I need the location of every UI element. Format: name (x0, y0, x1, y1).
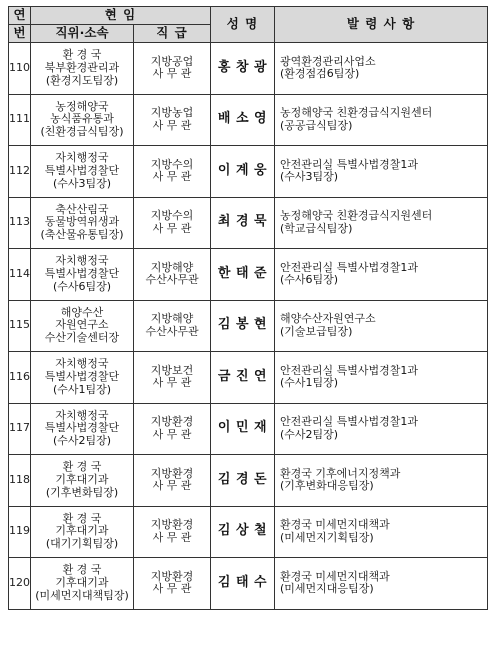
grade-line: 사 무 관 (152, 376, 192, 390)
unit-line: 자치행정국 (55, 254, 109, 268)
person-name: 김 봉 현 (211, 300, 275, 352)
personnel-table (8, 6, 488, 610)
current-unit (31, 352, 134, 404)
current-grade (134, 403, 211, 455)
unit-line: 자원연구소 (55, 318, 109, 332)
order-line: (수사6팀장) (280, 273, 339, 287)
appointment-order (275, 94, 488, 146)
order-line: (수사1팀장) (280, 376, 339, 390)
unit-line: 환 경 국 (62, 511, 102, 525)
person-name: 김 태 수 (211, 558, 275, 610)
current-unit (31, 197, 134, 249)
unit-line: 자치행정국 (55, 357, 109, 371)
unit-line: 기후대기과 (55, 575, 109, 589)
appointment-order (275, 352, 488, 404)
grade-line: 사 무 관 (152, 170, 192, 184)
row-number: 117 (9, 403, 31, 455)
table-row (9, 352, 488, 404)
order-line: 환경국 미세먼지대책과 (280, 569, 390, 583)
current-grade (134, 249, 211, 301)
grade-line: 지방수의 (150, 157, 194, 171)
grade-line: 수산사무관 (145, 273, 199, 287)
person-name: 이 민 재 (211, 403, 275, 455)
appointment-order (275, 558, 488, 610)
appointment-order (275, 146, 488, 198)
table-row (9, 455, 488, 507)
grade-line: 지방해양 (150, 260, 194, 274)
appointment-order (275, 300, 488, 352)
current-grade (134, 352, 211, 404)
order-line: (학교급식팀장) (280, 221, 353, 235)
current-unit (31, 249, 134, 301)
appointment-order (275, 197, 488, 249)
unit-line: 환 경 국 (62, 563, 102, 577)
grade-line: 지방수의 (150, 209, 194, 223)
table-row (9, 197, 488, 249)
order-line: (수사3팀장) (280, 170, 339, 184)
current-unit (31, 43, 134, 95)
col-header-unit: 직위·소속 (31, 25, 134, 43)
unit-line: (축산물유통팀장) (40, 228, 124, 242)
grade-line: 사 무 관 (152, 221, 192, 235)
row-number: 111 (9, 94, 31, 146)
grade-line: 지방환경 (150, 466, 194, 480)
unit-line: 해양수산 (60, 305, 104, 319)
col-header-current: 현 임 (31, 7, 211, 25)
col-header-grade: 직 급 (134, 25, 211, 43)
person-name: 홍 창 광 (211, 43, 275, 95)
unit-line: (수사1팀장) (52, 382, 112, 396)
col-header-no-2: 번 (9, 25, 31, 43)
table-row (9, 94, 488, 146)
unit-line: 환 경 국 (62, 460, 102, 474)
order-line: (공공급식팀장) (280, 118, 353, 132)
unit-line: 특별사법경찰단 (44, 369, 120, 383)
order-line: 해양수산자원연구소 (280, 312, 376, 326)
current-grade (134, 94, 211, 146)
grade-line: 사 무 관 (152, 118, 192, 132)
current-unit (31, 455, 134, 507)
unit-line: 자치행정국 (55, 408, 109, 422)
current-unit (31, 146, 134, 198)
order-line: 안전관리실 특별사법경찰1과 (280, 157, 419, 171)
table-row (9, 146, 488, 198)
row-number: 113 (9, 197, 31, 249)
person-name: 김 상 철 (211, 506, 275, 558)
current-unit (31, 506, 134, 558)
table-row (9, 43, 488, 95)
row-number: 112 (9, 146, 31, 198)
person-name: 이 계 웅 (211, 146, 275, 198)
grade-line: 지방농업 (150, 106, 194, 120)
current-unit (31, 558, 134, 610)
row-number: 119 (9, 506, 31, 558)
col-header-no: 연 (9, 7, 31, 25)
unit-line: (미세먼지대책팀장) (35, 588, 129, 602)
table-row (9, 300, 488, 352)
unit-line: 북부환경관리과 (44, 60, 120, 74)
unit-line: (기후변화팀장) (45, 485, 119, 499)
table-row (9, 403, 488, 455)
row-number: 116 (9, 352, 31, 404)
unit-line: 동물방역위생과 (44, 215, 120, 229)
unit-line: 특별사법경찰단 (44, 266, 120, 280)
current-grade (134, 43, 211, 95)
order-line: (미세먼지대응팀장) (280, 582, 374, 596)
order-line: 농정해양국 친환경급식지원센터 (280, 106, 433, 120)
grade-line: 수산사무관 (145, 324, 199, 338)
appointment-order (275, 43, 488, 95)
table-row (9, 558, 488, 610)
grade-line: 사 무 관 (152, 479, 192, 493)
person-name: 김 경 돈 (211, 455, 275, 507)
order-line: (기술보급팀장) (280, 324, 353, 338)
order-line: 광역환경관리사업소 (280, 54, 376, 68)
grade-line: 지방환경 (150, 569, 194, 583)
appointment-order (275, 249, 488, 301)
order-line: 농정해양국 친환경급식지원센터 (280, 209, 433, 223)
appointment-order (275, 455, 488, 507)
current-grade (134, 197, 211, 249)
unit-line: (수사3팀장) (52, 176, 112, 190)
row-number: 120 (9, 558, 31, 610)
grade-line: 사 무 관 (152, 67, 192, 81)
order-line: (미세먼지기획팀장) (280, 530, 374, 544)
current-unit (31, 94, 134, 146)
table-body (9, 43, 488, 610)
current-grade (134, 558, 211, 610)
person-name: 한 태 준 (211, 249, 275, 301)
col-header-order: 발 령 사 항 (275, 7, 488, 43)
unit-line: 기후대기과 (55, 472, 109, 486)
current-grade (134, 455, 211, 507)
current-unit (31, 300, 134, 352)
unit-line: 축산산림국 (55, 202, 109, 216)
person-name: 최 경 묵 (211, 197, 275, 249)
order-line: 안전관리실 특별사법경찰1과 (280, 415, 419, 429)
grade-line: 지방공업 (150, 54, 194, 68)
unit-line: 수산기술센터장 (44, 331, 120, 345)
unit-line: (대기기획팀장) (45, 537, 119, 551)
current-grade (134, 506, 211, 558)
person-name: 배 소 영 (211, 94, 275, 146)
current-grade (134, 146, 211, 198)
order-line: 안전관리실 특별사법경찰1과 (280, 363, 419, 377)
unit-line: (환경지도팀장) (45, 73, 119, 87)
grade-line: 지방환경 (150, 415, 194, 429)
appointment-order (275, 506, 488, 558)
row-number: 118 (9, 455, 31, 507)
grade-line: 사 무 관 (152, 530, 192, 544)
order-line: 안전관리실 특별사법경찰1과 (280, 260, 419, 274)
grade-line: 지방해양 (150, 312, 194, 326)
table-row (9, 249, 488, 301)
unit-line: 농식품유통과 (50, 112, 114, 126)
current-unit (31, 403, 134, 455)
row-number: 115 (9, 300, 31, 352)
unit-line: 농정해양국 (55, 99, 109, 113)
person-name: 금 진 연 (211, 352, 275, 404)
unit-line: (수사6팀장) (52, 279, 112, 293)
col-header-name: 성 명 (211, 7, 275, 43)
table-row (9, 506, 488, 558)
grade-line: 사 무 관 (152, 427, 192, 441)
unit-line: (친환경급식팀장) (40, 125, 124, 139)
order-line: (수사2팀장) (280, 427, 339, 441)
order-line: 환경국 미세먼지대책과 (280, 518, 390, 532)
appointment-order (275, 403, 488, 455)
grade-line: 지방보건 (150, 363, 194, 377)
unit-line: 자치행정국 (55, 151, 109, 165)
grade-line: 지방환경 (150, 518, 194, 532)
current-grade (134, 300, 211, 352)
order-line: 환경국 기후에너지정책과 (280, 466, 401, 480)
unit-line: 환 경 국 (62, 48, 102, 62)
order-line: (환경점검6팀장) (280, 67, 360, 81)
row-number: 110 (9, 43, 31, 95)
unit-line: (수사2팀장) (52, 434, 112, 448)
row-number: 114 (9, 249, 31, 301)
unit-line: 특별사법경찰단 (44, 421, 120, 435)
order-line: (기후변화대응팀장) (280, 479, 374, 493)
unit-line: 특별사법경찰단 (44, 163, 120, 177)
grade-line: 사 무 관 (152, 582, 192, 596)
unit-line: 기후대기과 (55, 524, 109, 538)
